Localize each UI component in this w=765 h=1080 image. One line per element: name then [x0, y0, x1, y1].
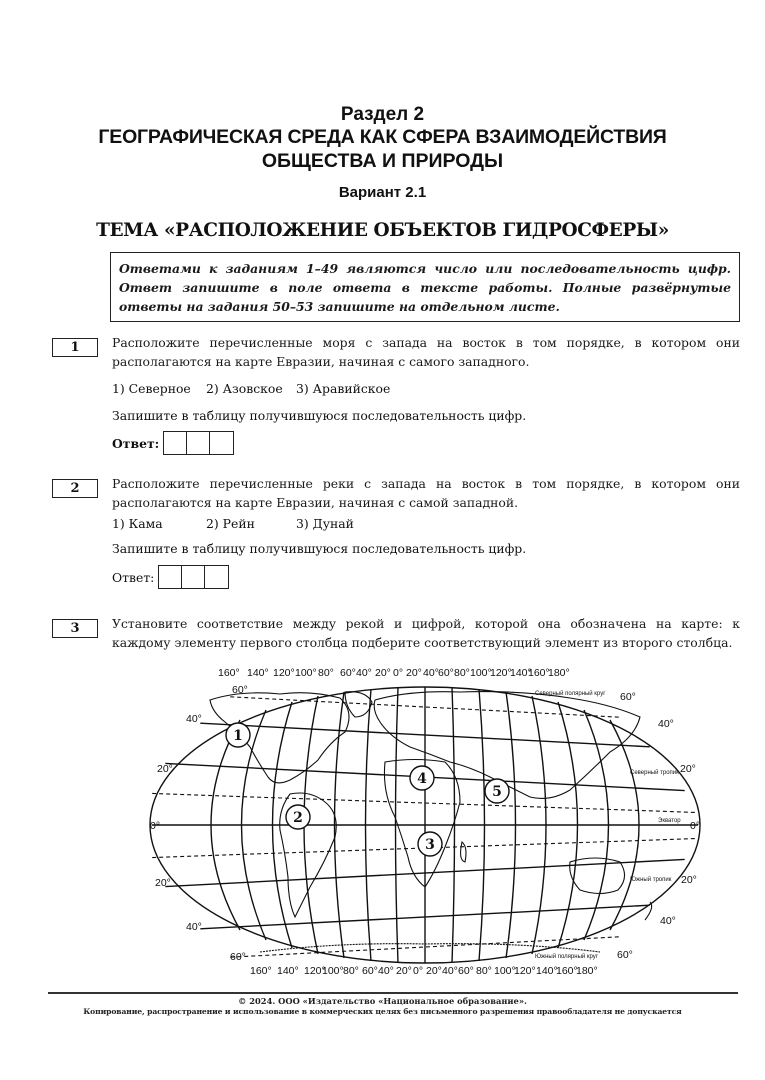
longitude-labels-bottom [250, 965, 598, 977]
tropic-north-label: Северный тропик [630, 770, 679, 776]
svg-text:40°: 40° [442, 965, 458, 977]
svg-text:60°: 60° [232, 684, 248, 696]
svg-text:60°: 60° [617, 949, 633, 961]
question-1-option-1: 1) Северное [112, 381, 191, 396]
map-marker-3 [418, 832, 442, 856]
svg-text:40°: 40° [186, 921, 202, 933]
svg-text:180°: 180° [548, 667, 570, 679]
svg-text:140°: 140° [510, 667, 532, 679]
svg-text:0°: 0° [413, 965, 424, 977]
svg-text:20°: 20° [375, 667, 391, 679]
question-1-option-3: 3) Аравийское [296, 381, 391, 396]
question-number-1: 1 [52, 338, 98, 357]
svg-text:1: 1 [233, 728, 243, 744]
svg-text:0°: 0° [150, 820, 161, 832]
instructions-text: Ответами к заданиям 1–49 являются число или последовательность цифр. Ответ запишите в поле ответа в тексте работы. Полные развёрнутые ответы на задания 50–53 запишите на отдельном листе. [119, 261, 731, 314]
svg-text:160°: 160° [528, 667, 550, 679]
question-1-answer-row [112, 431, 234, 455]
svg-text:60°: 60° [458, 965, 474, 977]
equator-label: Экватор [658, 818, 681, 824]
svg-text:80°: 80° [454, 667, 470, 679]
svg-text:20°: 20° [157, 763, 173, 775]
answer-cells [158, 565, 229, 589]
svg-text:40°: 40° [660, 915, 676, 927]
svg-text:0°: 0° [690, 820, 701, 832]
answer-label: Ответ: [112, 435, 160, 451]
svg-text:60°: 60° [340, 667, 356, 679]
question-3-text: Установите соответствие между рекой и цифрой, которой она обозначена на карте: к каждому элементу первого столбца подберите соответствующий элемент из второго столбца. [112, 616, 740, 650]
svg-text:100°: 100° [494, 965, 516, 977]
svg-text:180°: 180° [576, 965, 598, 977]
svg-text:160°: 160° [218, 667, 240, 679]
question-2-text: Расположите перечисленные реки с запада на восток в том порядке, в котором они располагаются на карте Евразии, начиная с самой западной. [112, 476, 740, 510]
svg-text:120°: 120° [490, 667, 512, 679]
svg-text:20°: 20° [396, 965, 412, 977]
svg-text:140°: 140° [247, 667, 269, 679]
map-marker-5 [485, 779, 509, 803]
topic-title: ТЕМА «РАСПОЛОЖЕНИЕ ОБЪЕКТОВ ГИДРОСФЕРЫ» [96, 220, 669, 241]
footer-copyright: © 2024. ООО «Издательство «Национальное образование». [238, 996, 527, 1006]
answer-cells [163, 431, 234, 455]
map-marker-2 [286, 805, 310, 829]
svg-text:80°: 80° [343, 965, 359, 977]
svg-text:4: 4 [417, 771, 427, 787]
svg-text:120°: 120° [304, 965, 326, 977]
svg-text:20°: 20° [155, 877, 171, 889]
arctic-circle-label: Северный полярный круг [535, 691, 606, 697]
svg-text:160°: 160° [250, 965, 272, 977]
svg-text:100°: 100° [470, 667, 492, 679]
svg-text:2: 2 [293, 810, 303, 826]
svg-text:5: 5 [492, 784, 502, 800]
question-2-instruction: Запишите в таблицу получившуюся последовательность цифр. [112, 541, 527, 556]
question-1-instruction: Запишите в таблицу получившуюся последовательность цифр. [112, 408, 527, 423]
svg-text:60°: 60° [230, 951, 246, 963]
question-1-options [112, 381, 390, 396]
antarctic-circle-label: Южный полярный круг [535, 954, 598, 960]
answer-cell-2[interactable] [187, 432, 210, 454]
world-map-graphic [140, 662, 710, 980]
svg-text:100°: 100° [322, 965, 344, 977]
section-title-line1: ГЕОГРАФИЧЕСКАЯ СРЕДА КАК СФЕРА ВЗАИМОДЕЙСТВИЯ [98, 126, 667, 148]
question-2-options [112, 516, 354, 531]
footer-legal-notice: Копирование, распространение и использование в коммерческих целях без письменного разрешения правообладателя не допускается [83, 1007, 682, 1016]
svg-text:20°: 20° [680, 763, 696, 775]
svg-text:80°: 80° [476, 965, 492, 977]
svg-text:60°: 60° [620, 691, 636, 703]
answer-cell-1[interactable] [159, 566, 182, 588]
answer-cell-3[interactable] [210, 432, 233, 454]
answer-cell-1[interactable] [164, 432, 187, 454]
tropic-south-label: Южный тропик [630, 877, 672, 883]
section-label: Раздел 2 [340, 104, 425, 125]
svg-text:40°: 40° [356, 667, 372, 679]
map-marker-1 [226, 723, 250, 747]
question-1-option-2: 2) Азовское [206, 381, 283, 396]
variant-label: Вариант 2.1 [338, 184, 427, 201]
question-number-2: 2 [52, 479, 98, 498]
map-marker-4 [410, 766, 434, 790]
svg-text:20°: 20° [426, 965, 442, 977]
world-map [140, 662, 710, 980]
svg-text:60°: 60° [438, 667, 454, 679]
svg-text:140°: 140° [277, 965, 299, 977]
svg-text:120°: 120° [273, 667, 295, 679]
svg-text:40°: 40° [423, 667, 439, 679]
svg-text:40°: 40° [186, 713, 202, 725]
svg-text:20°: 20° [406, 667, 422, 679]
footer-divider [48, 992, 738, 994]
longitude-labels-top [218, 667, 570, 679]
svg-text:0°: 0° [393, 667, 404, 679]
question-number-3: 3 [52, 619, 98, 638]
latitude-labels-right [617, 691, 700, 961]
svg-text:100°: 100° [295, 667, 317, 679]
section-title-line2: ОБЩЕСТВА И ПРИРОДЫ [261, 150, 504, 172]
svg-text:80°: 80° [318, 667, 334, 679]
question-2-option-2: 2) Рейн [206, 516, 255, 531]
svg-text:120°: 120° [514, 965, 536, 977]
question-2-answer-row [112, 565, 229, 589]
svg-text:60°: 60° [362, 965, 378, 977]
svg-text:20°: 20° [681, 874, 697, 886]
question-2-option-1: 1) Кама [112, 516, 163, 531]
answer-cell-2[interactable] [182, 566, 205, 588]
svg-text:160°: 160° [556, 965, 578, 977]
instructions-box [110, 252, 740, 322]
question-1-text: Расположите перечисленные моря с запада на восток в том порядке, в котором они располагаются на карте Евразии, начиная с самого западного. [112, 335, 740, 369]
answer-label: Ответ: [112, 569, 155, 585]
svg-text:3: 3 [425, 837, 435, 853]
svg-text:40°: 40° [658, 718, 674, 730]
svg-text:140°: 140° [536, 965, 558, 977]
svg-text:40°: 40° [378, 965, 394, 977]
answer-cell-3[interactable] [205, 566, 228, 588]
question-2-option-3: 3) Дунай [296, 516, 354, 531]
